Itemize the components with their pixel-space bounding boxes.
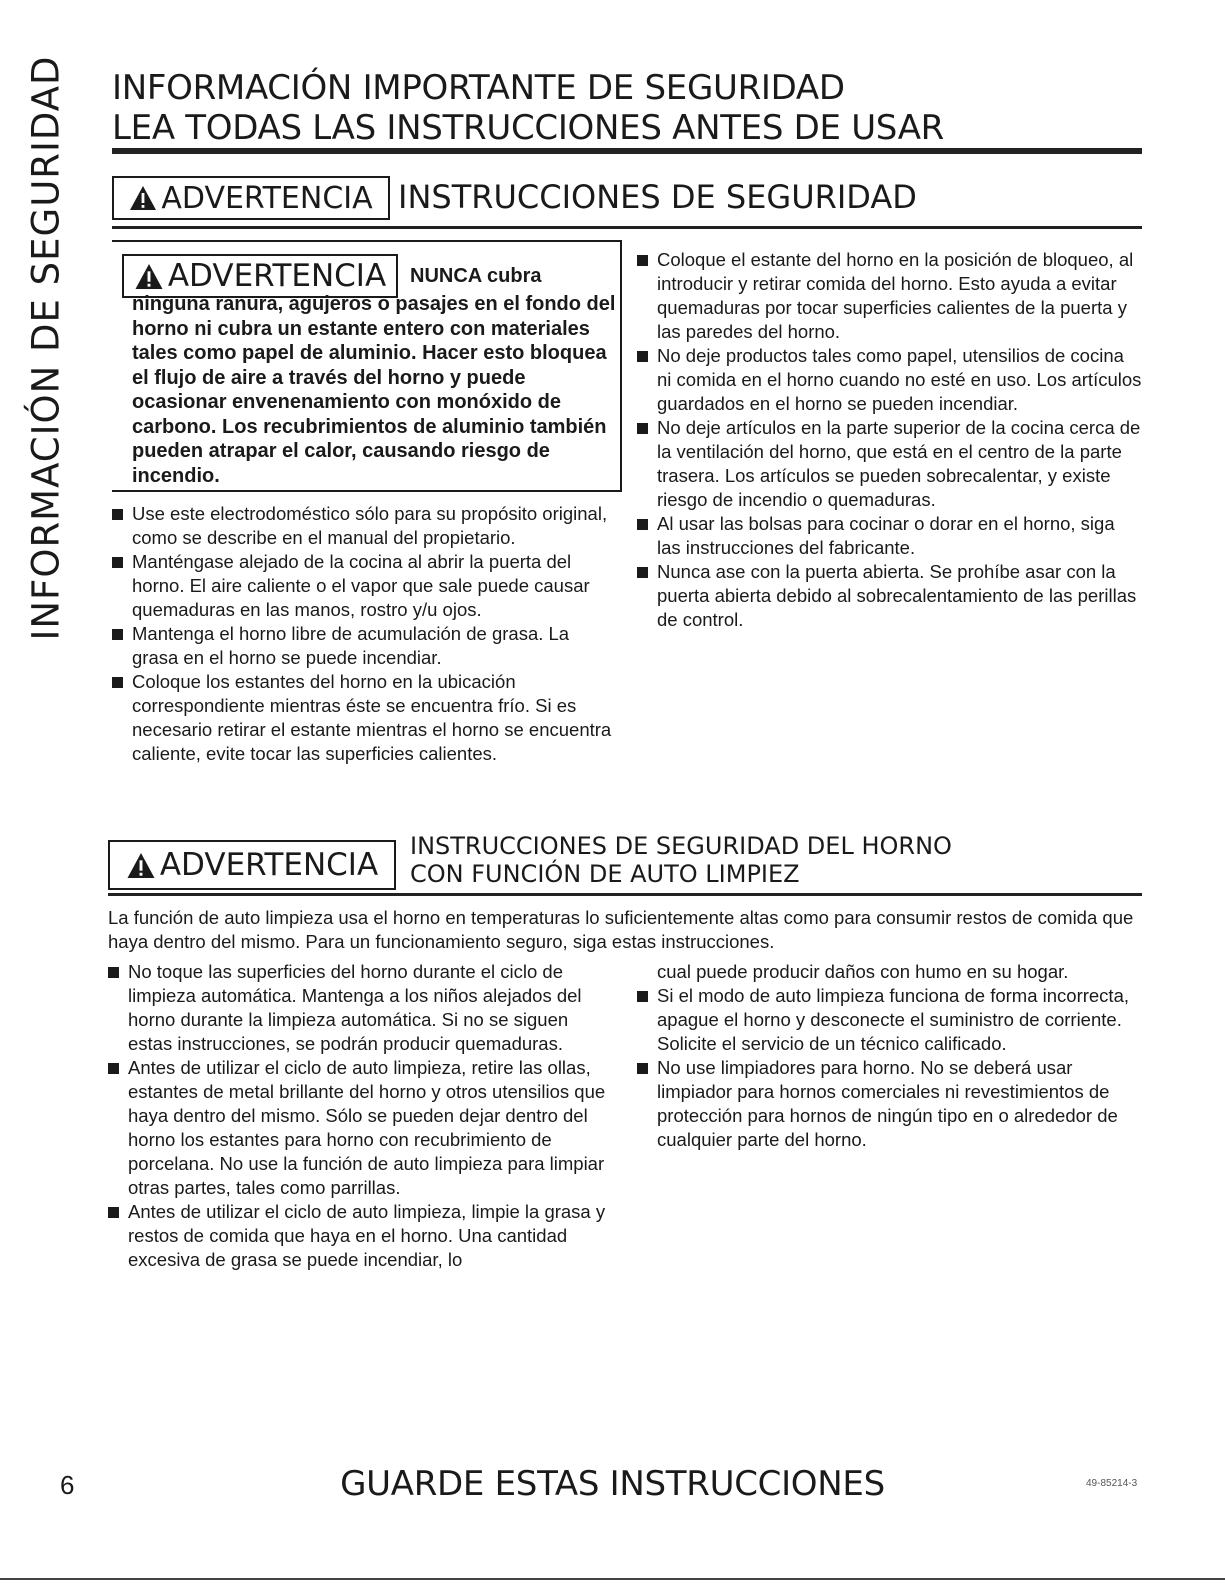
section2-intro: La función de auto limpieza usa el horno en temperaturas lo suficientemente altas como para consumir restos de comida que haya dentro del mismo. Para un funcionamiento seguro, siga estas instrucciones. bbox=[108, 907, 1134, 952]
warning-triangle-icon bbox=[126, 852, 156, 879]
page-title: INFORMACIÓN IMPORTANTE DE SEGURIDAD bbox=[112, 68, 845, 108]
section2-rule bbox=[108, 893, 1142, 896]
header-rule bbox=[112, 148, 1142, 154]
side-tab-label: INFORMACIÓN DE SEGURIDAD bbox=[24, 55, 68, 641]
bullet-item: Use este electrodoméstico sólo para su propósito original, como se describe en el manual del propietario. bbox=[112, 502, 617, 550]
bullet-item: Coloque los estantes del horno en la ubicación correspondiente mientras éste se encuentra frío. Si es necesario retirar el estante mientras el horno se encuentra caliente, evite tocar las superficies calientes. bbox=[112, 670, 617, 766]
bullet-item: Nunca ase con la puerta abierta. Se prohíbe asar con la puerta abierta debido al sobrecalentamiento de las perillas de control. bbox=[637, 560, 1142, 632]
section2-left-column bbox=[108, 960, 613, 1272]
page-number: 6 bbox=[60, 1470, 75, 1500]
document-code: 49-85214-3 bbox=[1086, 1478, 1138, 1489]
warning-triangle-icon bbox=[129, 185, 157, 211]
section1-right-column bbox=[637, 248, 1142, 632]
bullet-item: Antes de utilizar el ciclo de auto limpieza, retire las ollas, estantes de metal brillante del horno y otros utensilios que haya dentro del mismo. Sólo se pueden dejar dentro del horno los estantes para horno con recubrimiento de porcelana. No use la función de auto limpieza para limpiar otras partes, tales como parrillas. bbox=[108, 1056, 613, 1200]
bullet-item: Si el modo de auto limpieza funciona de forma incorrecta, apague el horno y desconecte el suministro de corriente. Solicite el servicio de un técnico calificado. bbox=[637, 984, 1147, 1056]
callout-lead: NUNCA cubra bbox=[410, 265, 542, 287]
section1-title: INSTRUCCIONES DE SEGURIDAD bbox=[398, 178, 917, 216]
bullet-item: Coloque el estante del horno en la posición de bloqueo, al introducir y retirar comida del horno. Esto ayuda a evitar quemaduras por tocar superficies calientes de la puerta y las paredes del horno. bbox=[637, 248, 1142, 344]
bottom-border bbox=[0, 1578, 1225, 1580]
section2-right-column bbox=[637, 960, 1147, 1152]
bullet-item: No deje productos tales como papel, utensilios de cocina ni comida en el horno cuando no esté en uso. Los artículos guardados en el horno se pueden incendiar. bbox=[637, 344, 1142, 416]
warning-badge-label: ADVERTENCIA bbox=[161, 180, 373, 216]
warning-badge-2-label: ADVERTENCIA bbox=[159, 847, 379, 883]
footer-title: GUARDE ESTAS INSTRUCCIONES bbox=[340, 1464, 885, 1504]
page-subtitle: LEA TODAS LAS INSTRUCCIONES ANTES DE USAR bbox=[112, 108, 945, 148]
bullet-item: Al usar las bolsas para cocinar o dorar en el horno, siga las instrucciones del fabricante. bbox=[637, 512, 1142, 560]
warning-badge-2 bbox=[108, 840, 396, 890]
section1-rule bbox=[112, 226, 1142, 229]
bullet-item: No use limpiadores para horno. No se deberá usar limpiador para hornos comerciales ni revestimientos de protección para hornos de ningún tipo en o alrededor de cualquier parte del horno. bbox=[637, 1056, 1147, 1152]
section2-title-line2: CON FUNCIÓN DE AUTO LIMPIEZ bbox=[410, 860, 800, 888]
warning-triangle-icon bbox=[134, 263, 164, 290]
callout-text: ninguna ranura, agujeros o pasajes en el fondo del horno ni cubra un estante entero con materiales tales como papel de aluminio. Hacer esto bloquea el flujo de aire a través del horno y puede ocasionar envenenamiento con monóxido de carbono. Los recubrimientos de aluminio también pueden atrapar el calor, causando riesgo de incendio. bbox=[132, 293, 616, 487]
bullet-item: No deje artículos en la parte superior de la cocina cerca de la ventilación del horno, que está en el centro de la parte trasera. Los artículos se pueden sobrecalentar, y existe riesgo de incendio o quemaduras. bbox=[637, 416, 1142, 512]
side-tab bbox=[22, 55, 70, 641]
bullet-item: No toque las superficies del horno durante el ciclo de limpieza automática. Mantenga a los niños alejados del horno durante la limpieza automática. Si no se siguen estas instrucciones, se podrán producir quemaduras. bbox=[108, 960, 613, 1056]
bullet-item: Antes de utilizar el ciclo de auto limpieza, limpie la grasa y restos de comida que haya en el horno. Una cantidad excesiva de grasa se puede incendiar, lo bbox=[108, 1200, 613, 1272]
callout-badge-label: ADVERTENCIA bbox=[167, 258, 387, 294]
section2-title-line1: INSTRUCCIONES DE SEGURIDAD DEL HORNO bbox=[410, 832, 952, 860]
continuation-text: cual puede producir daños con humo en su hogar. bbox=[657, 961, 1069, 982]
section1-left-column bbox=[112, 502, 617, 766]
bullet-item: Mantenga el horno libre de acumulación de grasa. La grasa en el horno se puede incendiar. bbox=[112, 622, 617, 670]
bullet-item: Manténgase alejado de la cocina al abrir la puerta del horno. El aire caliente o el vapor que sale puede causar quemaduras en las manos, rostro y/u ojos. bbox=[112, 550, 617, 622]
warning-badge bbox=[112, 176, 390, 220]
